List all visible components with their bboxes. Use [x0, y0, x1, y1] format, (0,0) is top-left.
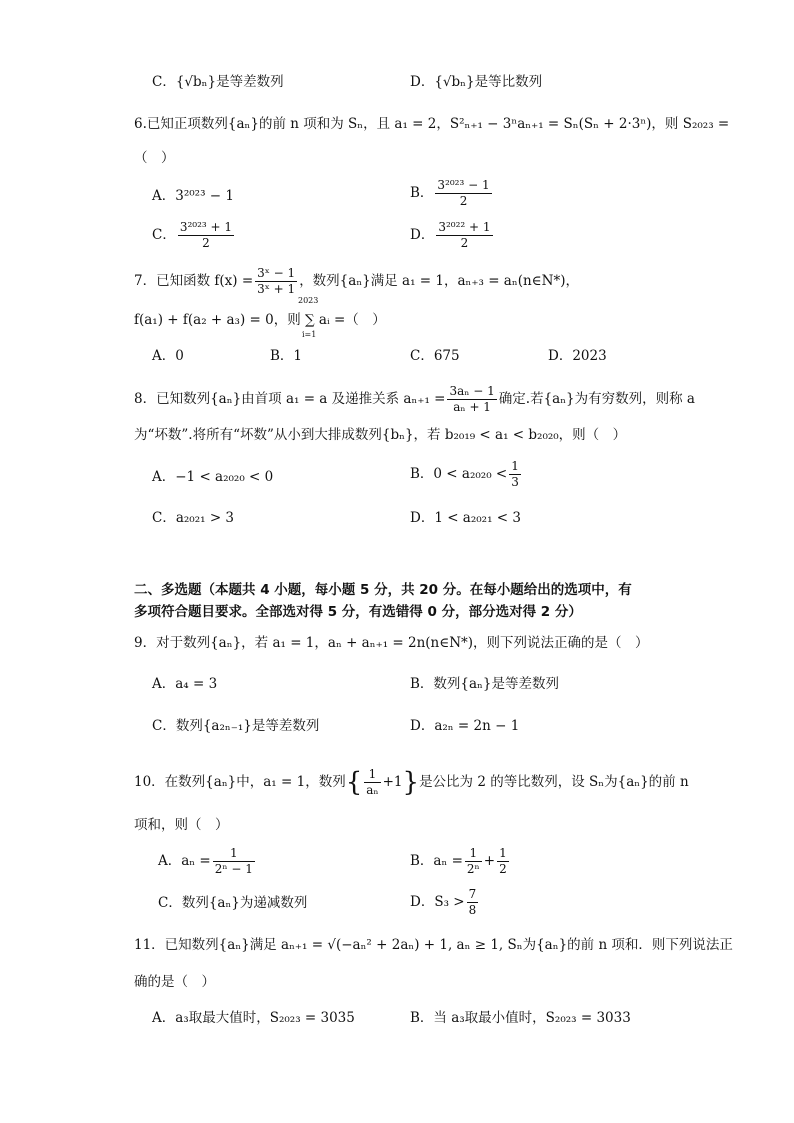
q10-option-c: C．数列{aₙ}为递减数列 [158, 895, 308, 911]
q7-sum-lower-limit: i=1 [302, 330, 317, 339]
q6-option-b [410, 178, 494, 209]
q8-option-b [410, 459, 523, 490]
q7-stem-suffix: ，数列{aₙ}满足 a₁ = 1，aₙ₊₃ = aₙ(n∈N*)， [299, 273, 579, 289]
q10-stem [134, 767, 689, 798]
q10-option-b-numerator2: 1 [499, 846, 507, 860]
q7-function-fraction [255, 266, 297, 297]
section2-heading-line2: 多项符合题目要求。全部选对得 5 分，有选错得 0 分，部分选对得 2 分） [134, 604, 582, 620]
q10-brace-suffix: +1 [382, 774, 403, 790]
q10-option-b-numerator1: 1 [465, 846, 482, 862]
q10-reciprocal-fraction [364, 767, 380, 798]
q9-option-a: A．a₄ = 3 [152, 676, 218, 692]
q11-line2: 确的是（ ） [134, 974, 215, 990]
q10-option-a-label: A．aₙ = [158, 853, 211, 869]
q8-stem-suffix: 确定.若{aₙ}为有穷数列，则称 a [498, 391, 695, 407]
q10-line2: 项和，则（ ） [134, 817, 229, 833]
q10-right-brace: } [402, 767, 420, 798]
q7-option-a: A．0 [152, 348, 184, 364]
q6-option-c-denominator: 2 [202, 236, 210, 250]
q7-option-d: D．2023 [548, 348, 607, 364]
q6-option-a: A．3²⁰²³ − 1 [152, 188, 234, 204]
q10-option-d-label: D．S₃ > [410, 894, 465, 910]
q10-option-b [410, 846, 511, 877]
q8-option-b-denominator: 3 [511, 475, 519, 489]
q6-blank: （ ） [134, 150, 175, 166]
q8-option-b-numerator: 1 [511, 459, 519, 473]
q10-option-a-fraction [213, 846, 255, 877]
q6-option-c-numerator: 3²⁰²³ + 1 [179, 220, 233, 234]
q11-stem: 11．已知数列{aₙ}满足 aₙ₊₁ = √(−aₙ² + 2aₙ) + 1, aₙ ≥ 1, Sₙ为{aₙ}的前 n 项和．则下列说法正 [134, 937, 733, 953]
q11-option-a: A．a₃取最大值时，S₂₀₂₃ = 3035 [152, 1010, 355, 1026]
q6-option-d-fraction [436, 220, 492, 251]
q7-line2: f(a₁) + f(a₂ + a₃) = 0，则 ∑ aᵢ =（ ） [134, 312, 386, 328]
q9-option-c: C．数列{a₂ₙ₋₁}是等差数列 [152, 718, 320, 734]
q8-stem [134, 384, 695, 415]
q10-left-brace: { [345, 767, 363, 798]
q7-sum-upper-limit: 2023 [298, 296, 319, 305]
q9-option-b: B．数列{aₙ}是等差数列 [410, 676, 559, 692]
q10-option-a-denominator: 2ⁿ − 1 [214, 862, 253, 876]
q8-option-d: D．1 < a₂₀₂₁ < 3 [410, 510, 521, 526]
q6-option-c-label: C． [152, 227, 176, 243]
q8-option-b-label: B．0 < a₂₀₂₀ < [410, 466, 508, 482]
q7-fraction-denominator: 3ˣ + 1 [257, 282, 296, 296]
q10-stem-prefix: 10．在数列{aₙ}中，a₁ = 1，数列 [134, 774, 346, 790]
q8-fraction-denominator: aₙ + 1 [453, 400, 491, 414]
q7-option-b: B．1 [270, 348, 303, 364]
q10-option-d-fraction [467, 887, 479, 918]
q8-option-a: A．−1 < a₂₀₂₀ < 0 [152, 469, 274, 485]
q6-option-d-numerator: 3²⁰²² + 1 [438, 220, 491, 234]
q10-option-a-numerator: 1 [213, 846, 255, 862]
q6-option-b-fraction [435, 178, 491, 209]
q10-option-b-label: B．aₙ = [410, 853, 463, 869]
q6-option-c-fraction [178, 220, 234, 251]
q10-stem-suffix: 是公比为 2 的等比数列，设 Sₙ为{aₙ}的前 n [419, 774, 689, 790]
q8-recursion-fraction [447, 384, 496, 415]
q11-option-b: B．当 a₃取最小值时，S₂₀₂₃ = 3033 [410, 1010, 631, 1026]
q6-option-d-denominator: 2 [460, 236, 469, 250]
q8-fraction-numerator: 3aₙ − 1 [449, 384, 495, 398]
q6-option-b-numerator: 3²⁰²³ − 1 [437, 178, 490, 192]
q5-option-c: C．{√bₙ}是等差数列 [152, 74, 284, 90]
q10-option-a [158, 846, 257, 877]
q7-option-c: C．675 [410, 348, 460, 364]
q10-option-b-denominator2: 2 [499, 862, 507, 876]
q10-option-d [410, 887, 480, 918]
q8-option-b-fraction [509, 459, 521, 490]
q10-option-d-denominator: 8 [468, 903, 477, 917]
q6-option-b-denominator: 2 [459, 194, 468, 208]
q10-option-d-numerator: 7 [468, 887, 477, 901]
q6-option-d [410, 220, 495, 251]
q10-option-b-fraction1 [465, 846, 482, 877]
q9-option-d: D．a₂ₙ = 2n − 1 [410, 718, 520, 734]
q7-stem-prefix: 7．已知函数 f(x) = [134, 273, 254, 289]
q7-fraction-numerator: 3ˣ − 1 [257, 266, 296, 280]
q10-option-b-plus: + [483, 853, 496, 869]
q5-option-d: D．{√bₙ}是等比数列 [410, 74, 543, 90]
q10-option-b-fraction2 [497, 846, 509, 877]
q10-fraction-denominator: aₙ [366, 783, 379, 797]
q8-option-c: C．a₂₀₂₁ > 3 [152, 510, 235, 526]
q10-option-b-denominator1: 2ⁿ [466, 862, 480, 876]
q7-stem [134, 266, 579, 297]
q8-stem-prefix: 8．已知数列{aₙ}由首项 a₁ = a 及递推关系 aₙ₊₁ = [134, 391, 446, 407]
q6-stem: 6.已知正项数列{aₙ}的前 n 项和为 Sₙ，且 a₁ = 2，S²ₙ₊₁ − 3ⁿaₙ₊₁ = Sₙ(Sₙ + 2·3ⁿ)，则 S₂₀₂₃ = [134, 116, 730, 132]
q6-option-c [152, 220, 236, 251]
q9-stem: 9．对于数列{aₙ}，若 a₁ = 1，aₙ + aₙ₊₁ = 2n(n∈N*)，则下列说法正确的是（ ） [134, 635, 649, 651]
q10-fraction-numerator: 1 [364, 767, 380, 783]
q6-option-d-label: D． [410, 227, 435, 243]
q8-line2: 为“坏数”.将所有“坏数”从小到大排成数列{bₙ}，若 b₂₀₁₉ < a₁ < b₂₀₂₀，则（ ） [134, 427, 627, 443]
section2-heading-line1: 二、多选题（本题共 4 小题，每小题 5 分，共 20 分。在每小题给出的选项中，有 [134, 582, 632, 598]
q6-option-b-label: B． [410, 185, 434, 201]
